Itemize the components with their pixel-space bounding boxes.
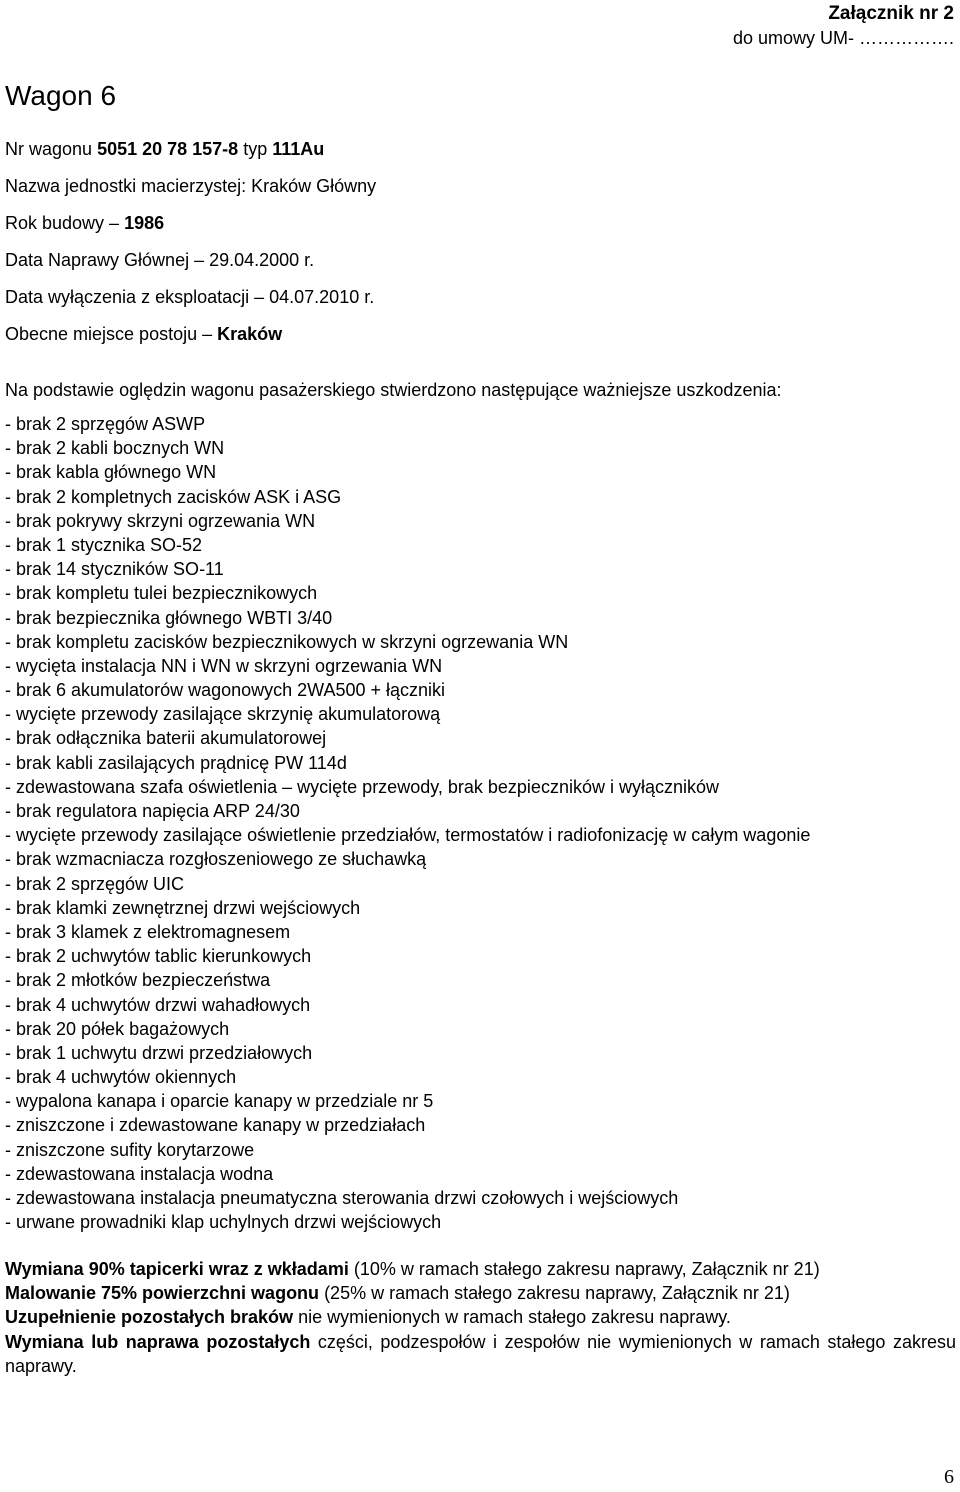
summary-bold: Wymiana 90% tapicerki wraz z wkładami: [5, 1259, 349, 1279]
damage-item: - brak 2 uchwytów tablic kierunkowych: [5, 946, 312, 967]
wagon-number-label: Nr wagonu: [5, 139, 93, 159]
page-title: Wagon 6: [5, 80, 117, 111]
parent-unit-row: Nazwa jednostki macierzystej: Kraków Główny: [5, 176, 377, 196]
summary-bold: Malowanie 75% powierzchni wagonu: [5, 1283, 320, 1304]
damage-item: - brak klamki zewnętrznej drzwi wejściowych: [5, 897, 361, 918]
damage-item: - brak 20 półek bagażowych: [5, 1018, 230, 1039]
damage-item: - brak 2 sprzęgów ASWP: [5, 414, 206, 434]
damage-item: - wypalona kanapa i oparcie kanapy w przedziale nr 5: [5, 1091, 434, 1112]
contract-reference: do umowy UM- …………….: [732, 28, 954, 48]
damages-intro: Na podstawie oględzin wagonu pasażerskiego stwierdzono następujące ważniejsze uszkodzenia:: [5, 380, 782, 400]
damage-item: - brak 3 klamek z elektromagnesem: [5, 921, 291, 942]
annex-label: Załącznik nr 2: [828, 3, 954, 24]
damage-item: - wycięta instalacja NN i WN w skrzyni ogrzewania WN: [5, 655, 443, 676]
damage-item: - brak 2 kabli bocznych WN: [5, 438, 225, 459]
build-year-label: Rok budowy –: [5, 213, 120, 233]
damage-item: - brak bezpiecznika głównego WBTI 3/40: [5, 607, 333, 628]
damage-item: - brak kabla głównego WN: [5, 462, 217, 483]
damage-item: - brak 4 uchwytów drzwi wahadłowych: [5, 994, 311, 1015]
damage-item: - brak 6 akumulatorów wagonowych 2WA500 + łączniki: [5, 680, 446, 701]
damage-item: - brak kompletu tulei bezpiecznikowych: [5, 583, 318, 604]
damage-item: - zdewastowana instalacja wodna: [5, 1163, 274, 1184]
wagon-number-row: [5, 136, 376, 173]
main-repair-row: Data Naprawy Głównej – 29.04.2000 r.: [5, 250, 315, 270]
wagon-info: [5, 136, 376, 358]
damages-list: [5, 412, 810, 1234]
damage-item: - wycięte przewody zasilające skrzynię akumulatorową: [5, 704, 441, 725]
summary-text: nie wymienionych w ramach stałego zakresu naprawy.: [293, 1307, 731, 1328]
damage-item: - brak pokrywy skrzyni ogrzewania WN: [5, 510, 316, 531]
summary-paragraph: [5, 1257, 956, 1281]
damage-item: - brak kabli zasilających prądnicę PW 114d: [5, 752, 347, 773]
summary-text: (10% w ramach stałego zakresu naprawy, Załącznik nr 21): [348, 1259, 820, 1279]
damage-item: - zniszczone i zdewastowane kanapy w przedziałach: [5, 1115, 426, 1136]
summary-paragraph: [5, 1305, 956, 1329]
damage-item: - brak 14 styczników SO-11: [5, 559, 224, 580]
summary-text: części, podzespołów i zespołów nie wymienionych w ramach stałego zakresu naprawy.: [5, 1331, 956, 1376]
damage-item: - brak 2 kompletnych zacisków ASK i ASG: [5, 486, 342, 507]
summary-bold: Uzupełnienie pozostałych braków: [5, 1307, 294, 1328]
damage-item: - brak kompletu zacisków bezpiecznikowych w skrzyni ogrzewania WN: [5, 631, 569, 652]
summary-paragraph: [5, 1281, 956, 1305]
damage-item: - zdewastowana instalacja pneumatyczna sterowania drzwi czołowych i wejściowych: [5, 1188, 679, 1208]
damage-item: - brak 1 stycznika SO-52: [5, 534, 203, 555]
damage-item: - zniszczone sufity korytarzowe: [5, 1139, 255, 1160]
damage-item: - brak 2 sprzęgów UIC: [5, 873, 185, 894]
summary-bold: Wymiana lub naprawa pozostałych: [5, 1331, 311, 1352]
build-year-value: 1986: [124, 213, 165, 233]
summary-text: (25% w ramach stałego zakresu naprawy, Załącznik nr 21): [319, 1283, 790, 1304]
damage-item: - brak 2 młotków bezpieczeństwa: [5, 970, 271, 991]
damage-item: - brak 4 uchwytów okiennych: [5, 1067, 237, 1088]
document-header: [733, 2, 954, 50]
withdrawal-row: Data wyłączenia z eksploatacji – 04.07.2010 r.: [5, 287, 375, 307]
damage-item: - brak regulatora napięcia ARP 24/30: [5, 801, 300, 821]
type-value: 111Au: [272, 139, 325, 159]
wagon-number-value: 5051 20 78 157-8: [97, 139, 239, 159]
location-row: [5, 321, 376, 358]
build-year-row: [5, 210, 376, 247]
damage-item: - wycięte przewody zasilające oświetlenie przedziałów, termostatów i radiofonizację w całym wagonie: [5, 825, 811, 846]
repair-summary: [5, 1257, 956, 1378]
damage-item: - urwane prowadniki klap uchylnych drzwi wejściowych: [5, 1212, 442, 1233]
location-value: Kraków: [217, 324, 283, 344]
damage-item: - brak odłącznika baterii akumulatorowej: [5, 728, 327, 749]
summary-paragraph: [5, 1330, 956, 1378]
location-label: Obecne miejsce postoju –: [5, 324, 213, 344]
damage-item: - brak wzmacniacza rozgłoszeniowego ze słuchawką: [5, 849, 427, 870]
page-number: 6: [944, 1466, 954, 1488]
damage-item: - zdewastowana szafa oświetlenia – wycięte przewody, brak bezpieczników i wyłączników: [5, 776, 719, 797]
damage-item: - brak 1 uchwytu drzwi przedziałowych: [5, 1042, 313, 1063]
type-label: typ: [243, 139, 268, 159]
